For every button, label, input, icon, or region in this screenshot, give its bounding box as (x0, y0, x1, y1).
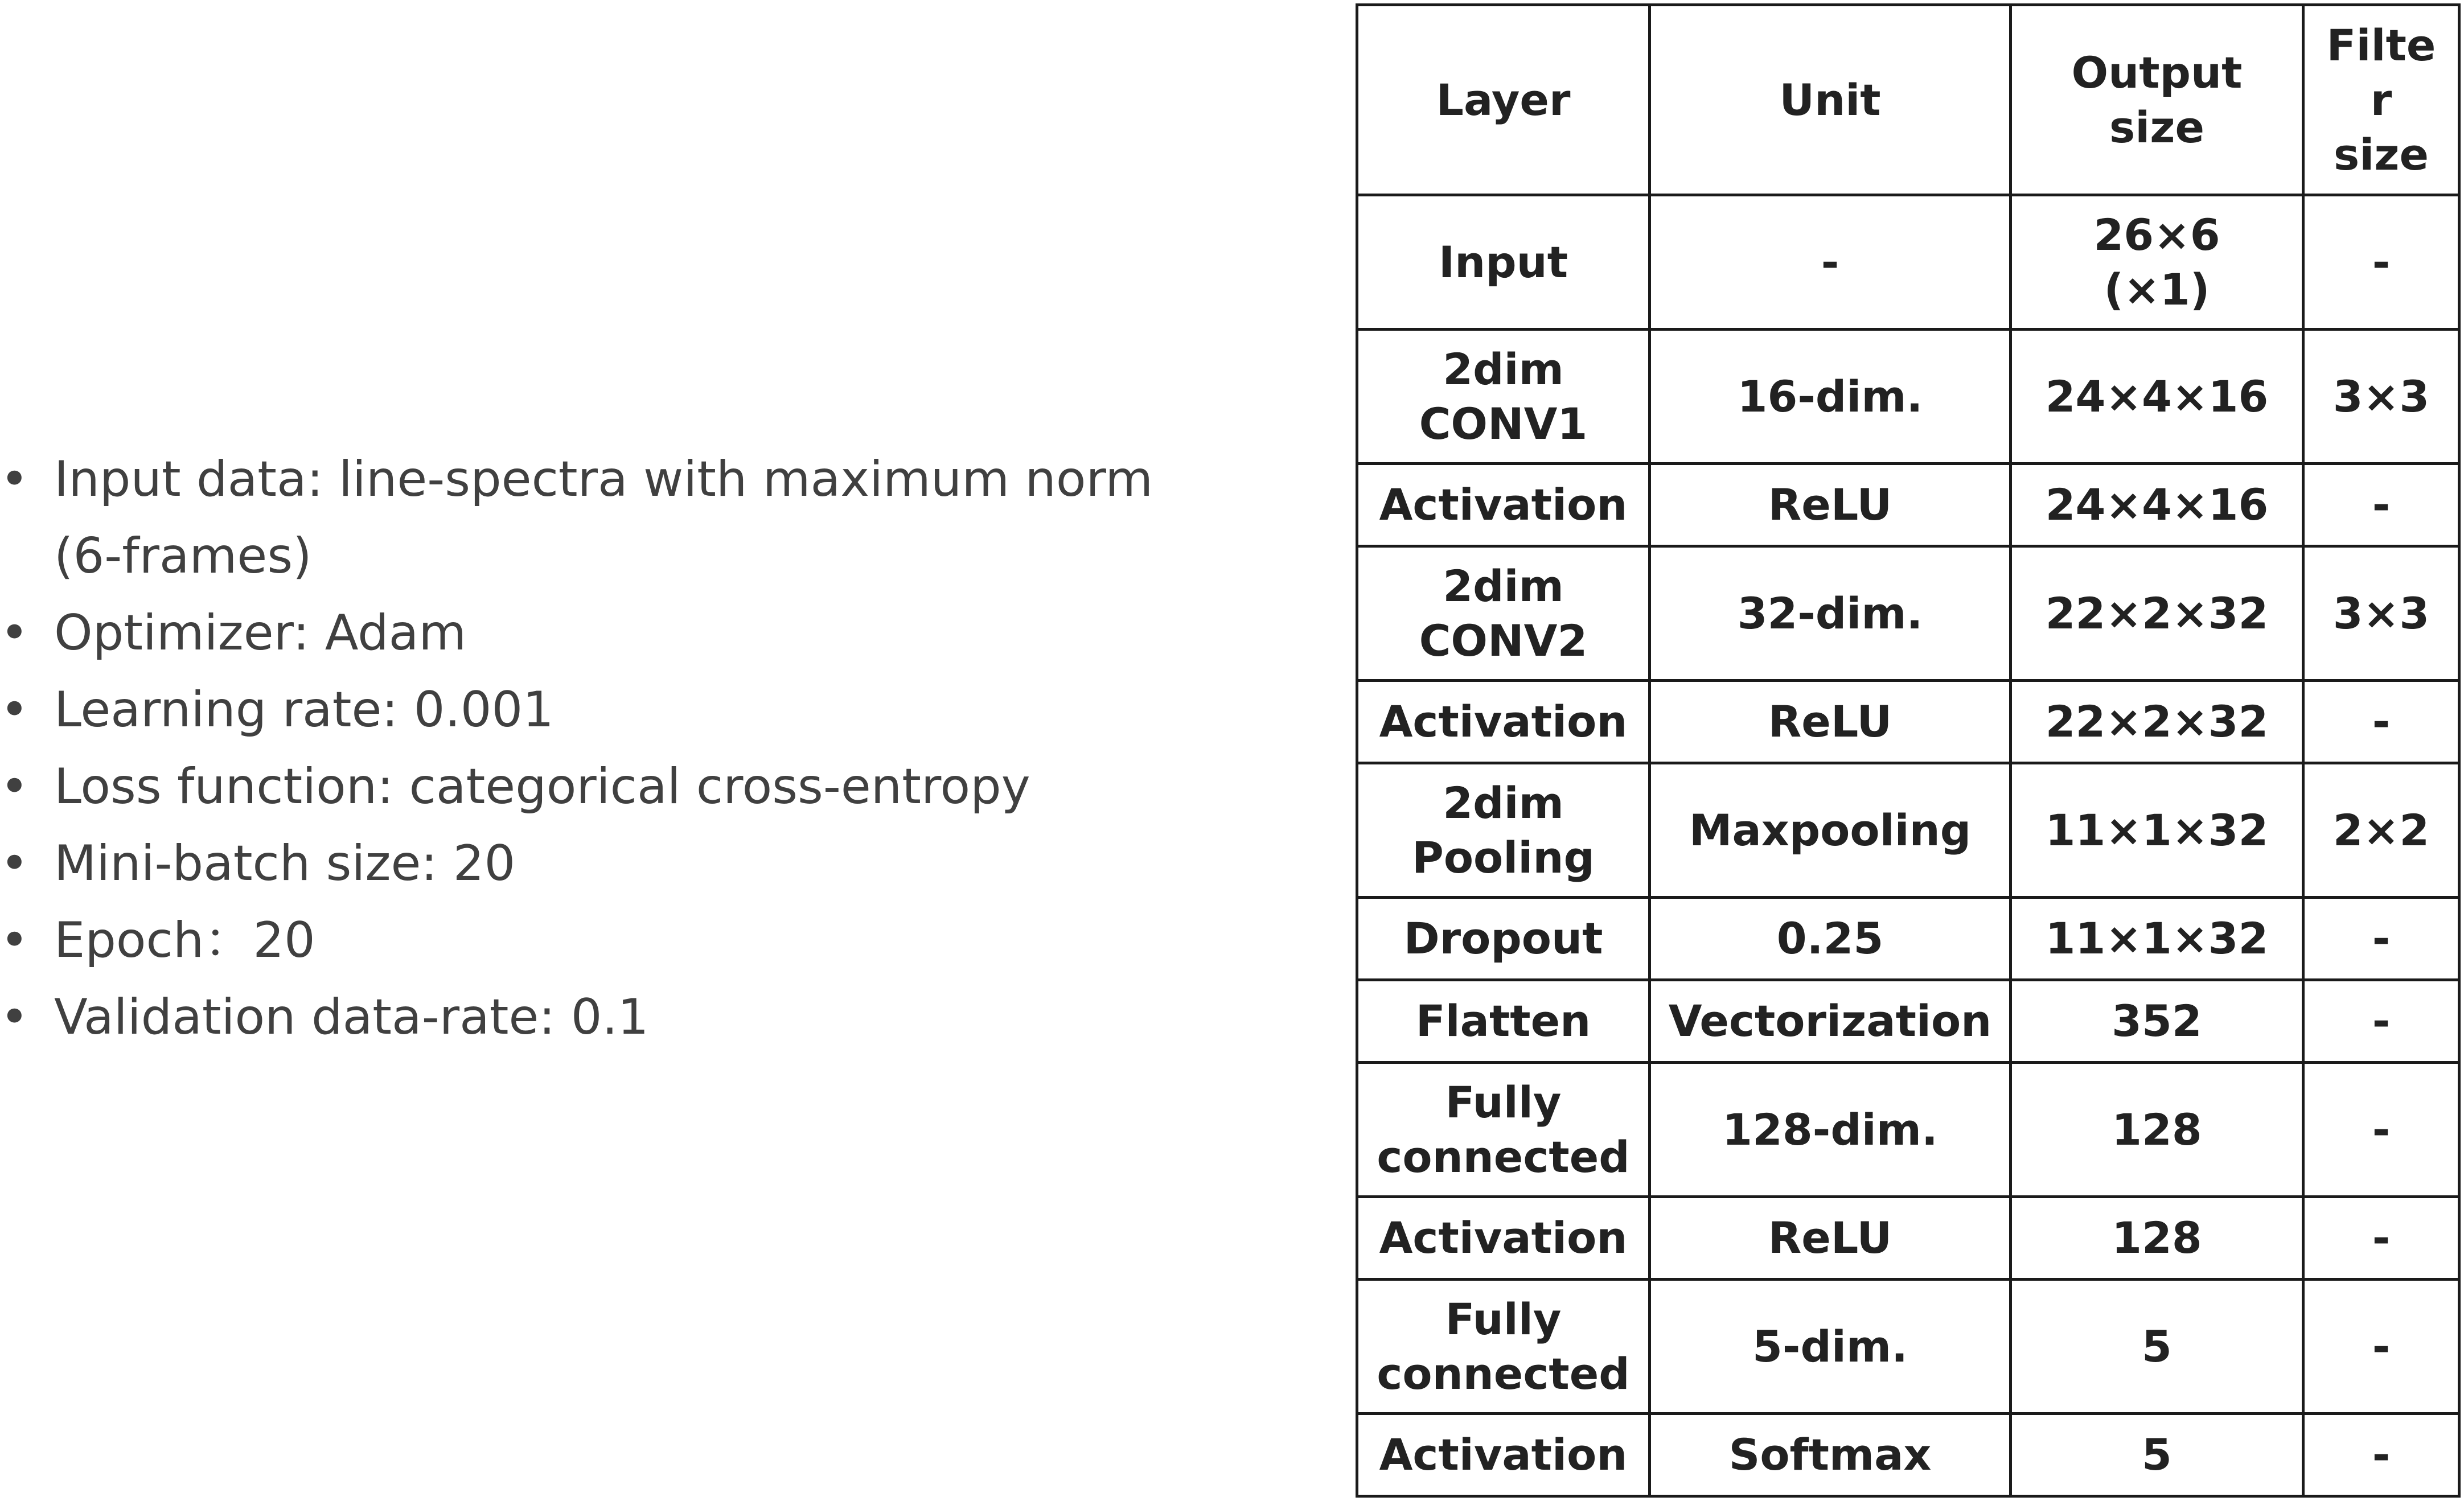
cell-filter-size: - (2303, 464, 2459, 546)
table-row (1357, 464, 2459, 546)
table-row (1357, 763, 2459, 898)
settings-item-optimizer (0, 595, 1196, 672)
cell-layer: 2dim Pooling (1357, 763, 1650, 898)
cell-filter-size: - (2303, 980, 2459, 1063)
table-row (1357, 330, 2459, 464)
cell-filter-size: - (2303, 898, 2459, 980)
cell-output-size: 11×1×32 (2011, 763, 2303, 898)
cell-output-size: 128 (2011, 1063, 2303, 1197)
table-row (1357, 195, 2459, 330)
table-row (1357, 1414, 2459, 1496)
cell-unit: 0.25 (1650, 898, 2011, 980)
cell-output-size: 22×2×32 (2011, 546, 2303, 681)
cell-filter-size: - (2303, 1414, 2459, 1496)
cell-layer: Fully connected (1357, 1280, 1650, 1414)
table-row (1357, 980, 2459, 1063)
cell-output-size: 26×6 (×1) (2011, 195, 2303, 330)
cell-filter-size: - (2303, 1280, 2459, 1414)
header-filter-size: Filte r size (2303, 5, 2459, 195)
cell-filter-size: - (2303, 681, 2459, 763)
settings-item-mini-batch-size (0, 825, 1196, 902)
cell-unit: - (1650, 195, 2011, 330)
cell-filter-size: - (2303, 1197, 2459, 1280)
settings-item-loss-function (0, 749, 1196, 825)
table-header-row (1357, 5, 2459, 195)
cell-output-size: 24×4×16 (2011, 330, 2303, 464)
table-row (1357, 1280, 2459, 1414)
settings-item-text: Validation data-rate: 0.1 (54, 989, 649, 1046)
table-row (1357, 1063, 2459, 1197)
cell-layer: 2dim CONV1 (1357, 330, 1650, 464)
cell-unit: ReLU (1650, 681, 2011, 763)
cell-unit: Vectorization (1650, 980, 2011, 1063)
cell-layer: 2dim CONV2 (1357, 546, 1650, 681)
cell-filter-size: - (2303, 1063, 2459, 1197)
header-layer: Layer (1357, 5, 1650, 195)
cell-layer: Activation (1357, 1197, 1650, 1280)
table-row (1357, 546, 2459, 681)
cell-layer: Activation (1357, 1414, 1650, 1496)
cell-output-size: 352 (2011, 980, 2303, 1063)
settings-item-text: Learning rate: 0.001 (54, 681, 554, 738)
cell-layer: Activation (1357, 464, 1650, 546)
cell-unit: ReLU (1650, 464, 2011, 546)
cell-output-size: 11×1×32 (2011, 898, 2303, 980)
cell-output-size: 128 (2011, 1197, 2303, 1280)
cell-output-size: 22×2×32 (2011, 681, 2303, 763)
network-architecture-table (1356, 3, 2461, 1498)
cell-unit: 5-dim. (1650, 1280, 2011, 1414)
header-output-size: Output size (2011, 5, 2303, 195)
cell-filter-size: - (2303, 195, 2459, 330)
settings-item-validation-rate (0, 979, 1196, 1056)
settings-item-epoch (0, 902, 1196, 979)
cell-output-size: 24×4×16 (2011, 464, 2303, 546)
cell-filter-size: 2×2 (2303, 763, 2459, 898)
cell-output-size: 5 (2011, 1280, 2303, 1414)
settings-item-text: Input data: line-spectra with maximum norm (6-frames) (54, 451, 1153, 585)
cell-unit: ReLU (1650, 1197, 2011, 1280)
table-row (1357, 1197, 2459, 1280)
settings-item-text: Mini-batch size: 20 (54, 835, 516, 892)
cell-filter-size: 3×3 (2303, 546, 2459, 681)
settings-item-text: Epoch：20 (54, 912, 315, 969)
table-row (1357, 681, 2459, 763)
header-unit: Unit (1650, 5, 2011, 195)
cell-filter-size: 3×3 (2303, 330, 2459, 464)
settings-item-text: Optimizer: Adam (54, 604, 467, 661)
cell-output-size: 5 (2011, 1414, 2303, 1496)
training-settings-list (0, 441, 1196, 1056)
cell-layer: Fully connected (1357, 1063, 1650, 1197)
cell-unit: Maxpooling (1650, 763, 2011, 898)
cell-layer: Flatten (1357, 980, 1650, 1063)
settings-item-learning-rate (0, 672, 1196, 749)
settings-item-input-data (0, 441, 1196, 595)
cell-layer: Dropout (1357, 898, 1650, 980)
table-row (1357, 898, 2459, 980)
cell-unit: 32-dim. (1650, 546, 2011, 681)
cell-layer: Input (1357, 195, 1650, 330)
settings-item-text: Loss function: categorical cross-entropy (54, 758, 1030, 815)
cell-unit: Softmax (1650, 1414, 2011, 1496)
cell-layer: Activation (1357, 681, 1650, 763)
cell-unit: 128-dim. (1650, 1063, 2011, 1197)
cell-unit: 16-dim. (1650, 330, 2011, 464)
